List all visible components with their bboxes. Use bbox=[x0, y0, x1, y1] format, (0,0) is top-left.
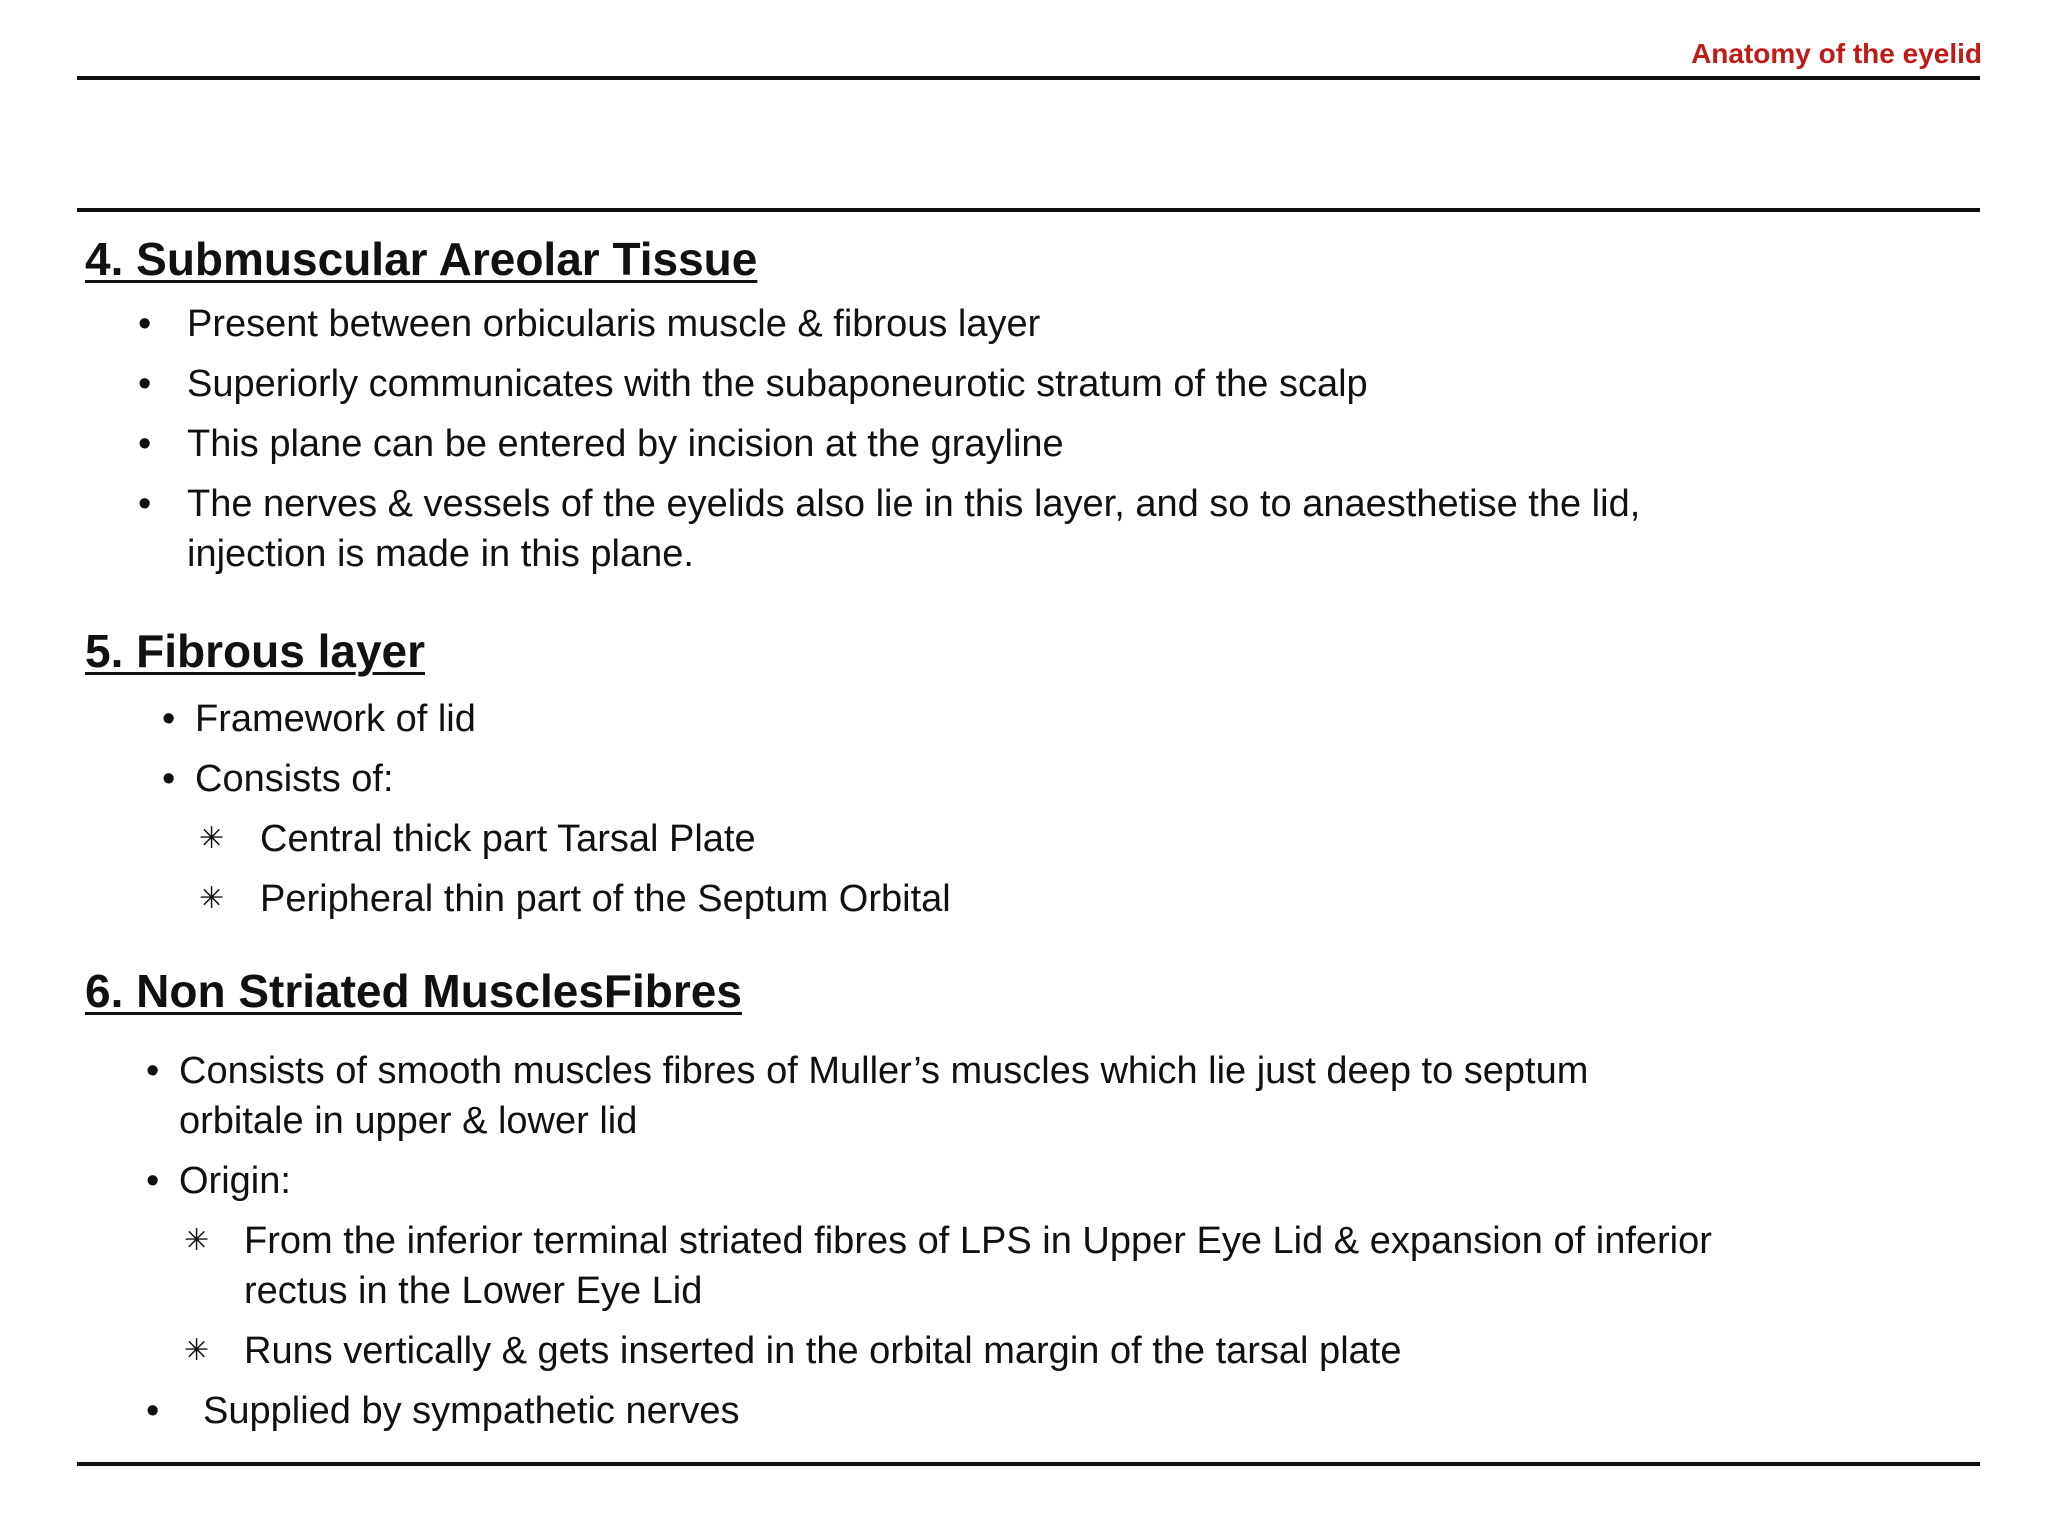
bullet-marker: • bbox=[138, 483, 152, 525]
sub-bullet-text: From the inferior terminal striated fibres of LPS in Upper Eye Lid & expansion of inferior bbox=[244, 1220, 1712, 1262]
asterisk-bullet-icon: ✳ bbox=[184, 1224, 210, 1257]
sub-bullet-text: Runs vertically & gets inserted in the orbital margin of the tarsal plate bbox=[244, 1330, 1402, 1372]
bullet-text-continuation: orbitale in upper & lower lid bbox=[179, 1100, 638, 1142]
bullet-text: Supplied by sympathetic nerves bbox=[203, 1390, 740, 1432]
bullet-text-continuation: injection is made in this plane. bbox=[187, 533, 694, 575]
sub-bullet-text: Central thick part Tarsal Plate bbox=[260, 818, 756, 860]
bullet-text: Superiorly communicates with the subaponeurotic stratum of the scalp bbox=[187, 363, 1368, 405]
bullet-text: Consists of: bbox=[195, 758, 394, 800]
bullet-marker: • bbox=[146, 1050, 160, 1092]
section-heading-submuscular-areolar-tissue: 4. Submuscular Areolar Tissue bbox=[85, 233, 758, 285]
bullet-text: Consists of smooth muscles fibres of Muller’s muscles which lie just deep to septum bbox=[179, 1050, 1589, 1092]
asterisk-bullet-icon: ✳ bbox=[184, 1334, 210, 1367]
asterisk-bullet-icon: ✳ bbox=[199, 822, 225, 855]
sub-bullet-text: Peripheral thin part of the Septum Orbital bbox=[260, 878, 951, 920]
bullet-marker: • bbox=[138, 303, 152, 345]
sub-bullet-text-continuation: rectus in the Lower Eye Lid bbox=[244, 1270, 703, 1312]
bullet-text: Origin: bbox=[179, 1160, 291, 1202]
content-bottom-divider bbox=[77, 1462, 1980, 1466]
bullet-marker: • bbox=[162, 758, 176, 800]
bullet-text: This plane can be entered by incision at the grayline bbox=[187, 423, 1064, 465]
section-heading-fibrous-layer: 5. Fibrous layer bbox=[85, 625, 426, 677]
header-title: Anatomy of the eyelid bbox=[1691, 38, 1982, 69]
bullet-marker: • bbox=[146, 1390, 160, 1432]
asterisk-bullet-icon: ✳ bbox=[199, 882, 225, 915]
section-heading-non-striated-muscle-fibres: 6. Non Striated MusclesFibres bbox=[85, 965, 742, 1017]
bullet-text: Framework of lid bbox=[195, 698, 476, 740]
bullet-text: The nerves & vessels of the eyelids also lie in this layer, and so to anaesthetise the lid, bbox=[187, 483, 1641, 525]
bullet-marker: • bbox=[162, 698, 176, 740]
bullet-text: Present between orbicularis muscle & fibrous layer bbox=[187, 303, 1041, 345]
bullet-marker: • bbox=[146, 1160, 160, 1202]
bullet-marker: • bbox=[138, 363, 152, 405]
bullet-marker: • bbox=[138, 423, 152, 465]
header-divider bbox=[77, 76, 1980, 80]
content-top-divider bbox=[77, 208, 1980, 212]
